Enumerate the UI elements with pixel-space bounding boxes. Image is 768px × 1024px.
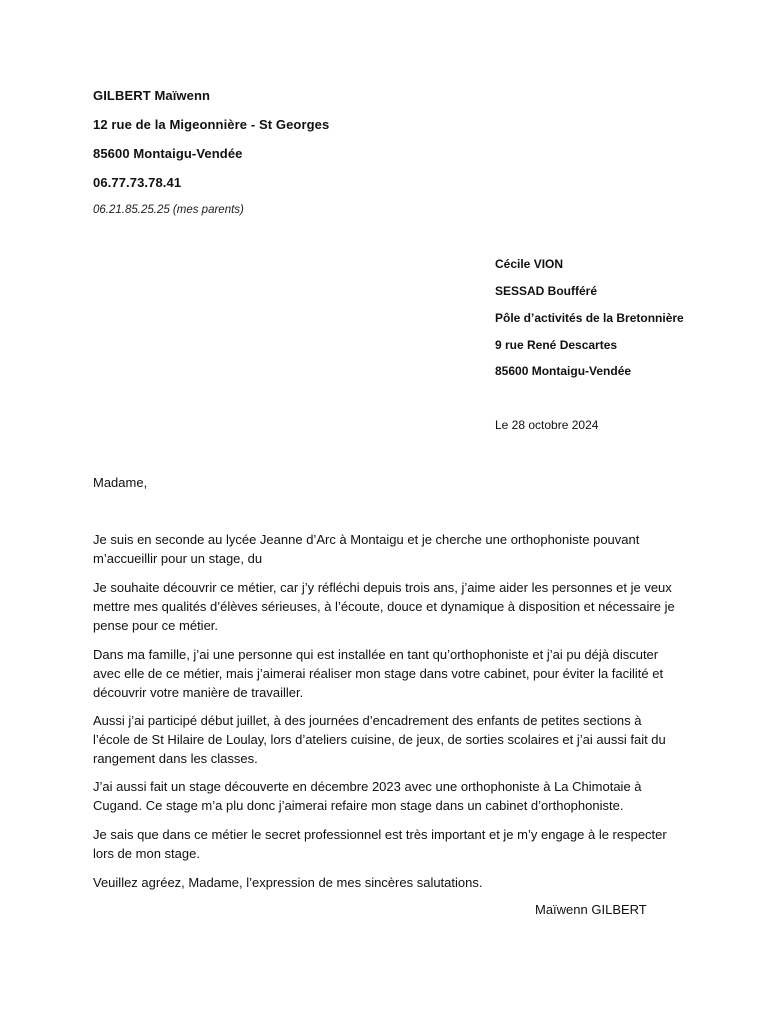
recipient-organization: SESSAD Boufféré	[495, 284, 598, 298]
paragraph-line: mettre mes qualités d’élèves sérieuses, à l’écoute, douce et dynamique à disposition et nécessaire je	[93, 599, 675, 614]
sender-name: GILBERT Maïwenn	[93, 88, 211, 103]
sender-parents-phone: 06.21.85.25.25 (mes parents)	[93, 204, 244, 216]
paragraph-line: lors de mon stage.	[93, 846, 200, 861]
paragraph-line: l’école de St Hilaire de Loulay, lors d’ateliers cuisine, de jeux, de sorties scolaires et j’ai aussi fait du	[93, 732, 666, 747]
paragraph-line: J’ai aussi fait un stage découverte en décembre 2023 avec une orthophoniste à La Chimotaie à	[93, 779, 642, 794]
signature: Maïwenn GILBERT	[535, 902, 647, 917]
recipient-street: 9 rue René Descartes	[495, 338, 618, 352]
recipient-pole: Pôle d’activités de la Bretonnière	[495, 311, 684, 325]
paragraph-line: Aussi j’ai participé début juillet, à des journées d’encadrement des enfants de petites sections à	[93, 713, 642, 728]
paragraph-line: découvrir votre manière de travailler.	[93, 685, 304, 700]
paragraph-line: pense pour ce métier.	[93, 618, 219, 633]
closing-line: Veuillez agréez, Madame, l’expression de mes sincères salutations.	[93, 875, 483, 890]
paragraph-line: Je sais que dans ce métier le secret professionnel est très important et je m’y engage à le respecter	[93, 827, 667, 842]
sender-city: 85600 Montaigu-Vendée	[93, 146, 243, 161]
letter-date: Le 28 octobre 2024	[495, 418, 599, 432]
paragraph-line: Dans ma famille, j’ai une personne qui est installée en tant qu’orthophoniste et j’ai pu déjà discuter	[93, 647, 659, 662]
paragraph-line: Je suis en seconde au lycée Jeanne d’Arc à Montaigu et je cherche une orthophoniste pouvant	[93, 532, 640, 547]
paragraph-line: avec elle de ce métier, mais j’aimerai réaliser mon stage dans votre cabinet, pour éviter la facilité et	[93, 666, 664, 681]
salutation: Madame,	[93, 475, 148, 490]
paragraph-line: Je souhaite découvrir ce métier, car j’y réfléchi depuis trois ans, j’aime aider les personnes et je veux	[93, 580, 672, 595]
paragraph-line: Cugand. Ce stage m’a plu donc j’aimerai refaire mon stage dans un cabinet d’orthophoniste.	[93, 798, 624, 813]
paragraph-line: m’accueillir pour un stage, du	[93, 551, 263, 566]
recipient-name: Cécile VION	[495, 257, 564, 271]
sender-phone: 06.77.73.78.41	[93, 175, 182, 190]
paragraph-line: rangement dans les classes.	[93, 751, 258, 766]
recipient-city: 85600 Montaigu-Vendée	[495, 364, 632, 378]
sender-street: 12 rue de la Migeonnière - St Georges	[93, 117, 330, 132]
